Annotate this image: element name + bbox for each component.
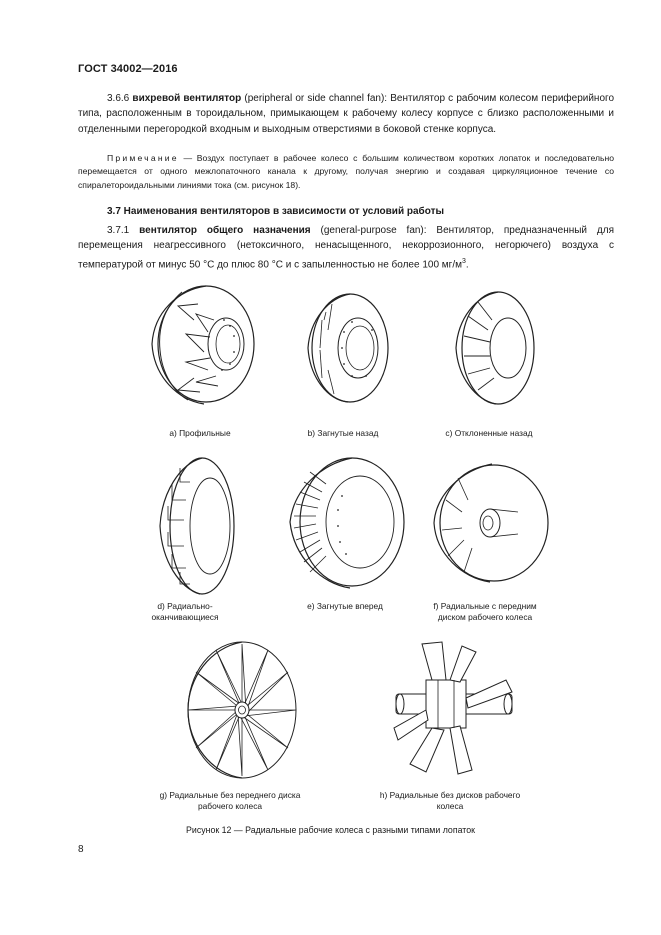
caption-h-line2: колеса (436, 801, 464, 811)
term: вихревой вентилятор (132, 93, 242, 104)
impeller-c-illustration (438, 286, 538, 410)
clause-number: 3.6.6 (107, 93, 130, 104)
caption-b: b) Загнутые назад (307, 428, 379, 438)
impeller-f-illustration (428, 460, 552, 586)
caption-d-line1: d) Радиально- (157, 601, 213, 611)
caption-d (130, 601, 240, 623)
caption-f-line2: диском рабочего колеса (437, 612, 533, 622)
impeller-a-illustration (138, 282, 258, 410)
period: . (465, 259, 469, 271)
impeller-e-illustration (282, 452, 410, 594)
note-text: — Воздух поступает в рабочее колесо с большим количеством коротких лопаток и последовательно перемещается от одного межлопаточного канала к другому, получая энергию и создавая циркуляционное течение со спиралетороидальными линиями тока (см. рисунок 18). (78, 153, 614, 190)
caption-e: e) Загнутые вперед (307, 601, 383, 611)
term: вентилятор общего назначения (139, 225, 311, 236)
impeller-d-illustration (150, 454, 242, 598)
definition-text: (general-purpose fan): Вентилятор, предназначенный для перемещения неагрессивного (нетоксичного, ненасыщенного, некоррозионного, негорючего) воздуха с температурой от минус 50 °С до плюс 80 °С и с запыленностью не более 100 мг/м (78, 225, 614, 271)
superscript: 3 (461, 257, 466, 265)
impeller-b-illustration (292, 290, 392, 406)
document-header: ГОСТ 34002—2016 (78, 63, 178, 75)
caption-h-line1: h) Радиальные без дисков рабочего (379, 790, 521, 800)
caption-f (420, 601, 550, 623)
caption-a: а) Профильные (169, 428, 231, 438)
paragraph-3-6-6 (78, 91, 614, 137)
definition-text: (peripheral or side channel fan): Вентилятор с рабочим колесом периферийного типа, расположенным в тороидальном, примыкающем к рабочему колесу корпусе с близко расположенными и отделенными перегородкой входным и выходным отверстиями в боковой стенке корпуса. (78, 93, 615, 135)
section-heading: 3.7 Наименования вентиляторов в зависимости от условий работы (107, 206, 445, 217)
clause-number: 3.7.1 (107, 225, 130, 236)
note (78, 152, 614, 192)
caption-h (360, 790, 540, 812)
caption-c: с) Отклоненные назад (445, 428, 533, 438)
caption-g-line1: g) Радиальные без переднего диска (159, 790, 301, 800)
caption-g (140, 790, 320, 812)
page-number: 8 (78, 844, 84, 855)
caption-d-line2: оканчивающиеся (151, 612, 219, 622)
figure-caption: Рисунок 12 — Радиальные рабочие колеса с разными типами лопаток (186, 825, 475, 835)
impeller-h-illustration (388, 640, 520, 778)
impeller-g-illustration (182, 638, 302, 782)
caption-g-line2: рабочего колеса (197, 801, 263, 811)
caption-f-line1: f) Радиальные с передним (433, 601, 537, 611)
paragraph-3-7-1 (78, 223, 614, 273)
note-label: Примечание (107, 153, 179, 163)
